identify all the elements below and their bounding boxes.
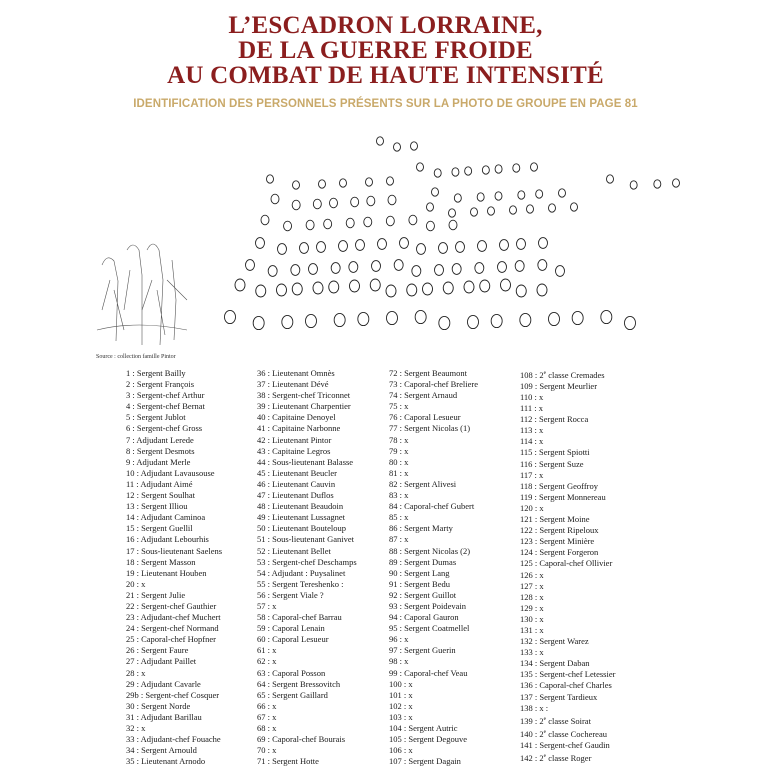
name-entry: 72 : Sergent Beaumont <box>389 368 467 378</box>
name-entry: 36 : Lieutenant Omnès <box>257 368 335 378</box>
name-entry: 28 : x <box>126 667 146 678</box>
name-entry: 117 : x <box>520 469 544 480</box>
name-entry: 23 : Adjudant-chef Muchert <box>126 612 221 623</box>
name-entry: 98 : x <box>389 656 409 667</box>
name-entry: 86 : Sergent Marty <box>389 523 453 534</box>
name-entry: 76 : Caporal Lesueur <box>389 412 461 423</box>
name-entry: 4 : Sergent-chef Bernat <box>126 401 205 412</box>
name-entry: 127 : x <box>520 580 544 591</box>
name-entry: 34 : Sergent Arnould <box>126 745 197 756</box>
name-entry: 71 : Sergent Hotte <box>257 756 319 767</box>
name-entry: 103 : x <box>389 711 413 722</box>
name-entry: 115 : Sergent Spiotti <box>520 447 590 458</box>
name-entry: 70 : x <box>257 745 277 756</box>
name-entry: 31 : Adjudant Barillau <box>126 711 202 722</box>
name-entry: 85 : x <box>389 512 409 523</box>
name-entry: 18 : Sergent Masson <box>126 556 196 567</box>
names-column-2 <box>257 368 392 767</box>
name-entry: 13 : Sergent Illiou <box>126 501 188 512</box>
name-entry: 110 : x <box>520 392 544 403</box>
name-entry: 90 : Sergent Lang <box>389 567 450 578</box>
name-entry: 64 : Sergent Bressovitch <box>257 678 341 689</box>
name-entry: 74 : Sergent Arnaud <box>389 390 458 401</box>
name-entry: 7 : Adjudant Lerede <box>126 434 194 445</box>
name-entry: 53 : Sergent-chef Deschamps <box>257 556 357 567</box>
name-entry: 107 : Sergent Dagain <box>389 756 461 767</box>
name-entry: 102 : x <box>389 700 413 711</box>
page-title-line-3: AU COMBAT DE HAUTE INTENSITÉ <box>167 62 604 89</box>
name-entry: 79 : x <box>389 445 409 456</box>
name-entry: 1 : Sergent Bailly <box>126 368 186 378</box>
name-entry: 138 : x : <box>520 702 549 713</box>
name-entry: 26 : Sergent Faure <box>126 645 189 656</box>
name-entry: 96 : x <box>389 634 409 645</box>
name-entry: 87 : x <box>389 534 409 545</box>
name-entry: 63 : Caporal Posson <box>257 667 326 678</box>
name-entry: 30 : Sergent Norde <box>126 700 191 711</box>
name-entry: 58 : Caporal-chef Barrau <box>257 612 342 623</box>
name-entry: 133 : x <box>520 647 544 658</box>
name-entry: 68 : x <box>257 723 277 733</box>
name-entry: 27 : Adjudant Paillet <box>126 656 197 667</box>
name-entry: 57 : x <box>257 600 277 611</box>
name-entry: 88 : Sergent Nicolas (2) <box>389 545 471 556</box>
name-entry: 101 : x <box>389 689 413 700</box>
name-entry: 46 : Lieutenant Cauvin <box>257 478 336 489</box>
name-entry: 17 : Sous-lieutenant Saelens <box>126 545 223 556</box>
name-entry: 141 : Sergent-chef Gaudin <box>520 739 610 750</box>
name-entry: 12 : Sergent Soulhat <box>126 490 196 501</box>
name-entry: 82 : Sergent Alivesi <box>389 478 457 489</box>
name-entry: 92 : Sergent Guillot <box>389 589 457 600</box>
name-entry: 39 : Lieutenant Charpentier <box>257 401 351 412</box>
name-entry: 83 : x <box>389 490 409 501</box>
name-entry: 54 : Adjudant : Puysalinet <box>257 567 346 578</box>
page-title-line-1: L’ESCADRON LORRAINE, <box>228 12 543 39</box>
name-entry: 61 : x <box>257 645 277 656</box>
name-entry: 21 : Sergent Julie <box>126 589 186 600</box>
name-entry: 95 : Sergent Coatmellel <box>389 623 470 634</box>
name-entry: 93 : Sergent Poidevain <box>389 600 467 611</box>
name-entry: 108 : 2e classe Cremades <box>520 369 605 380</box>
name-entry: 81 : x <box>389 467 409 478</box>
name-entry: 48 : Lieutenant Beaudoin <box>257 501 344 512</box>
name-entry: 91 : Sergent Bedu <box>389 578 450 589</box>
name-entry: 116 : Sergent Suze <box>520 458 584 469</box>
name-entry: 139 : 2e classe Soirat <box>520 715 591 726</box>
name-entry: 99 : Caporal-chef Veau <box>389 667 468 678</box>
name-entry: 22 : Sergent-chef Gauthier <box>126 600 217 611</box>
name-entry: 37 : Lieutenant Dévé <box>257 379 329 390</box>
name-entry: 35 : Lieutenant Arnodo <box>126 756 206 767</box>
name-entry: 84 : Caporal-chef Gubert <box>389 501 475 512</box>
name-entry: 77 : Sergent Nicolas (1) <box>389 423 471 434</box>
name-entry: 10 : Adjudant Lavausouse <box>126 467 215 478</box>
name-entry: 121 : Sergent Moine <box>520 514 590 525</box>
name-entry: 33 : Adjudant-chef Fouache <box>126 734 221 745</box>
name-entry: 100 : x <box>389 678 413 689</box>
name-entry: 47 : Lieutenant Duflos <box>257 490 334 501</box>
name-entry: 59 : Caporal Lenain <box>257 623 325 634</box>
name-entry: 142 : 2e classe Roger <box>520 752 592 763</box>
name-entry: 140 : 2e classe Cochereau <box>520 728 607 739</box>
name-entry: 94 : Caporal Gauron <box>389 612 459 623</box>
name-entry: 137 : Sergent Tardieux <box>520 691 598 702</box>
name-entry: 51 : Sous-lieutenant Ganivet <box>257 534 355 545</box>
names-column-3 <box>389 368 524 767</box>
name-entry: 125 : Caporal-chef Ollivier <box>520 558 613 569</box>
names-column-1 <box>126 368 261 767</box>
page-title-line-2: DE LA GUERRE FROIDE <box>238 37 533 64</box>
name-entry: 42 : Lieutenant Pintor <box>257 434 332 445</box>
name-entry: 2 : Sergent François <box>126 379 195 390</box>
name-entry: 80 : x <box>389 456 409 467</box>
name-entry: 113 : x <box>520 425 544 436</box>
name-entry: 112 : Sergent Rocca <box>520 414 589 425</box>
name-entry: 43 : Capitaine Legros <box>257 445 331 456</box>
name-entry: 52 : Lieutenant Bellet <box>257 545 331 556</box>
name-entry: 32 : x <box>126 723 146 733</box>
name-entry: 24 : Sergent-chef Normand <box>126 623 219 634</box>
name-entry: 6 : Sergent-chef Gross <box>126 423 203 434</box>
name-entry: 78 : x <box>389 434 409 445</box>
name-entry: 109 : Sergent Meurlier <box>520 380 598 391</box>
names-column-4 <box>520 368 655 764</box>
name-entry: 50 : Lieutenant Bouteloup <box>257 523 346 534</box>
group-photo-sketch <box>92 120 680 353</box>
name-entry: 5 : Sergent Jublot <box>126 412 186 423</box>
name-entry: 129 : x <box>520 602 544 613</box>
name-entry: 134 : Sergent Daban <box>520 658 590 669</box>
name-entry: 9 : Adjudant Merle <box>126 456 191 467</box>
name-entry: 55 : Sergent Tereshenko : <box>257 578 344 589</box>
name-entry: 73 : Caporal-chef Breliere <box>389 379 478 390</box>
name-entry: 15 : Sergent Guellil <box>126 523 193 534</box>
name-entry: 118 : Sergent Geoffroy <box>520 480 598 491</box>
name-entry: 128 : x <box>520 591 544 602</box>
name-entry: 130 : x <box>520 613 544 624</box>
name-entry: 11 : Adjudant Aimé <box>126 478 193 489</box>
name-entry: 132 : Sergent Warez <box>520 636 589 647</box>
name-entry: 89 : Sergent Dumas <box>389 556 457 567</box>
name-entry: 8 : Sergent Desmots <box>126 445 195 456</box>
name-entry: 38 : Sergent-chef Triconnet <box>257 390 351 401</box>
name-entry: 19 : Lieutenant Houben <box>126 567 207 578</box>
name-entry: 120 : x <box>520 502 544 513</box>
name-entry: 40 : Capitaine Denoyel <box>257 412 336 423</box>
name-entry: 29b : Sergent-chef Cosquer <box>126 689 220 700</box>
name-entry: 3 : Sergent-chef Arthur <box>126 390 205 401</box>
name-entry: 49 : Lieutenant Lussagnet <box>257 512 346 523</box>
name-entry: 97 : Sergent Guerin <box>389 645 456 656</box>
name-entry: 135 : Sergent-chef Letessier <box>520 669 616 680</box>
name-entry: 126 : x <box>520 569 544 580</box>
name-entry: 123 : Sergent Minière <box>520 536 595 547</box>
name-entry: 16 : Adjudant Lebourhis <box>126 534 209 545</box>
name-entry: 60 : Caporal Lesueur <box>257 634 329 645</box>
name-entry: 20 : x <box>126 578 146 589</box>
name-entry: 67 : x <box>257 711 277 722</box>
name-entry: 136 : Caporal-chef Charles <box>520 680 612 691</box>
name-entry: 131 : x <box>520 624 544 635</box>
name-entry: 122 : Sergent Ripeloux <box>520 525 599 536</box>
name-entry: 14 : Adjudant Caminoa <box>126 512 206 523</box>
name-entry: 66 : x <box>257 700 277 711</box>
name-entry: 65 : Sergent Gaillard <box>257 689 328 700</box>
name-entry: 124 : Sergent Forgeron <box>520 547 599 558</box>
name-entry: 56 : Sergent Viale ? <box>257 589 324 600</box>
name-entry: 119 : Sergent Monnereau <box>520 491 606 502</box>
name-entry: 111 : x <box>520 403 543 414</box>
name-entry: 75 : x <box>389 401 409 412</box>
name-entry: 106 : x <box>389 745 413 756</box>
name-entry: 44 : Sous-lieutenant Balasse <box>257 456 354 467</box>
page-subtitle: IDENTIFICATION DES PERSONNELS PRÉSENTS SUR LA PHOTO DE GROUPE EN PAGE 81 <box>133 98 638 110</box>
name-entry: 45 : Lieutenant Beucler <box>257 467 338 478</box>
name-entry: 25 : Caporal-chef Hopfner <box>126 634 216 645</box>
name-entry: 104 : Sergent Autric <box>389 723 458 733</box>
name-entry: 69 : Caporal-chef Bourais <box>257 734 346 745</box>
name-entry: 62 : x <box>257 656 277 667</box>
name-entry: 41 : Capitaine Narbonne <box>257 423 341 434</box>
name-entry: 105 : Sergent Degouve <box>389 734 467 745</box>
figure-source: Source : collection famille Pintor <box>96 354 176 360</box>
name-entry: 114 : x <box>520 436 544 447</box>
name-entry: 29 : Adjudant Cavarle <box>126 678 201 689</box>
